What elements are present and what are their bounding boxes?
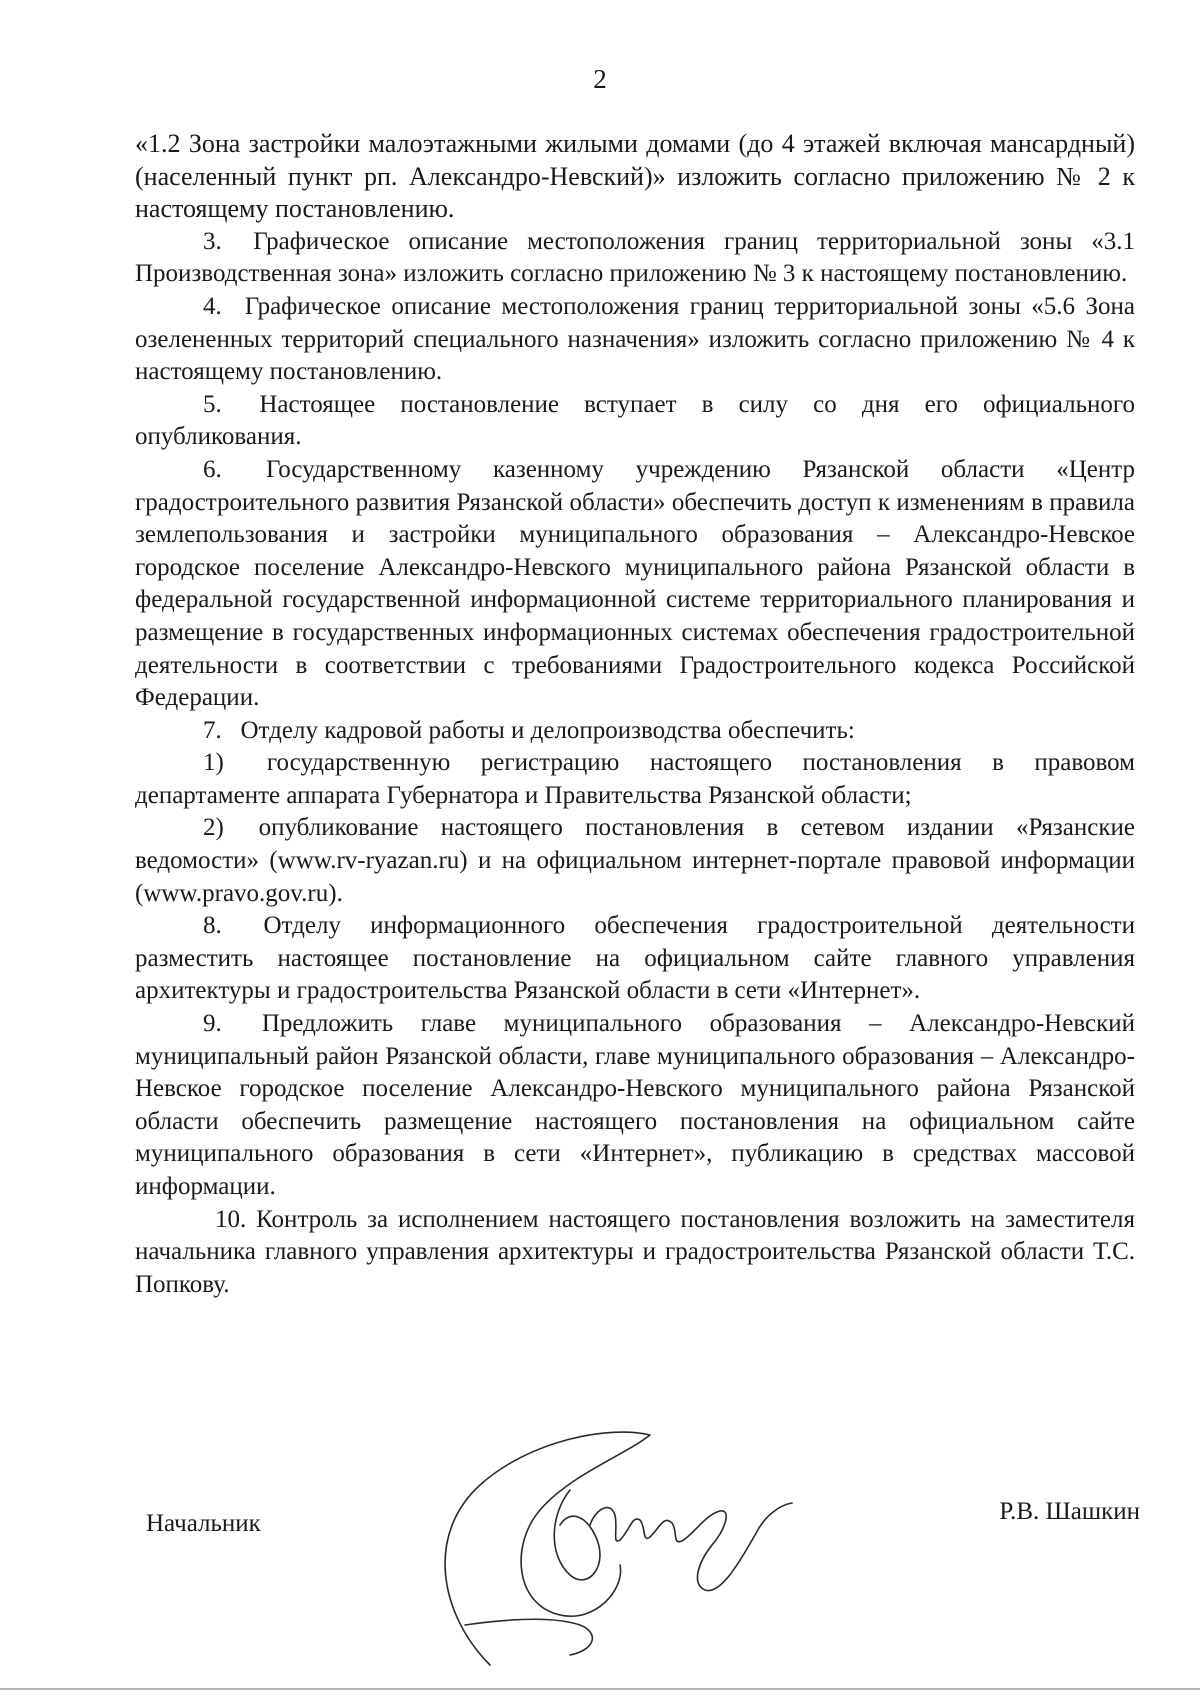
paragraph-4: 4. Графическое описание местоположения границ территориальной зоны «5.6 Зона озелененных территорий специального назначения» изложить согласно приложению № 4 к настоящему постановлению. [135,292,1135,386]
paragraph-9: 9. Предложить главе муниципального образования – Александро-Невский муниципальный район Рязанской области, главе муниципального образования – Александро-Невское городское поселение Александро-Невского муниципального района Рязанской области обеспечить размещение настоящего постановления на официальном сайте муниципального образования в сети «Интернет», публикацию в средствах массовой информации. [135,1010,1135,1200]
document-body [135,128,1135,1301]
paragraph-7-item-1: 1) государственную регистрацию настоящего постановления в правовом департаменте аппарата Губернатора и Правительства Рязанской области; [135,749,1135,809]
paragraph-10: 10. Контроль за исполнением настоящего постановления возложить на заместителя начальника главного управления архитектуры и градостроительства Рязанской области Т.С. Попкову. [135,1205,1135,1298]
signature-block [140,1498,1140,1538]
paragraph-3: 3. Графическое описание местоположения границ территориальной зоны «3.1 Производственная зона» изложить согласно приложению № 3 к настоящему постановлению. [135,227,1135,288]
signatory-name: Р.В. Шашкин [999,1498,1140,1525]
page-bottom-edge [0,1688,1200,1690]
paragraph-6: 6. Государственному казенному учреждению Рязанской области «Центр градостроительного развития Рязанской области» обеспечить доступ к изменениям в правила землепользования и застройки муниципального образования – Александро-Невское городское поселение Александро-Невского муниципального района Рязанской области в федеральной государственной информационной системе территориального планирования и размещение в государственных информационных системах обеспечения градостроительной деятельности в соответствии с требованиями Градостроительного кодекса Российской Федерации. [135,455,1135,712]
paragraph-zone-1-2-continuation: «1.2 Зона застройки малоэтажными жилыми домами (до 4 этажей включая мансардный) (населенный пункт рп. Александро-Невский)» изложить согласно приложению № 2 к настоящему постановлению. [135,129,1135,224]
handwritten-signature [420,1415,800,1675]
paragraph-7-item-2: 2) опубликование настоящего постановления в сетевом издании «Рязанские ведомости» (www.rv-ryazan.ru) и на официальном интернет-портале правовой информации (www.pravo.gov.ru). [135,814,1135,907]
paragraph-8: 8. Отделу информационного обеспечения градостроительной деятельности разместить настоящее постановление на официальном сайте главного управления архитектуры и градостроительства Рязанской области в сети «Интернет». [135,912,1135,1005]
paragraph-5: 5. Настоящее постановление вступает в силу со дня его официального опубликования. [135,390,1135,451]
paragraph-7: 7. Отделу кадровой работы и делопроизводства обеспечить: [203,716,855,744]
page-number: 2 [593,64,607,94]
signatory-title: Начальник [146,1510,261,1537]
